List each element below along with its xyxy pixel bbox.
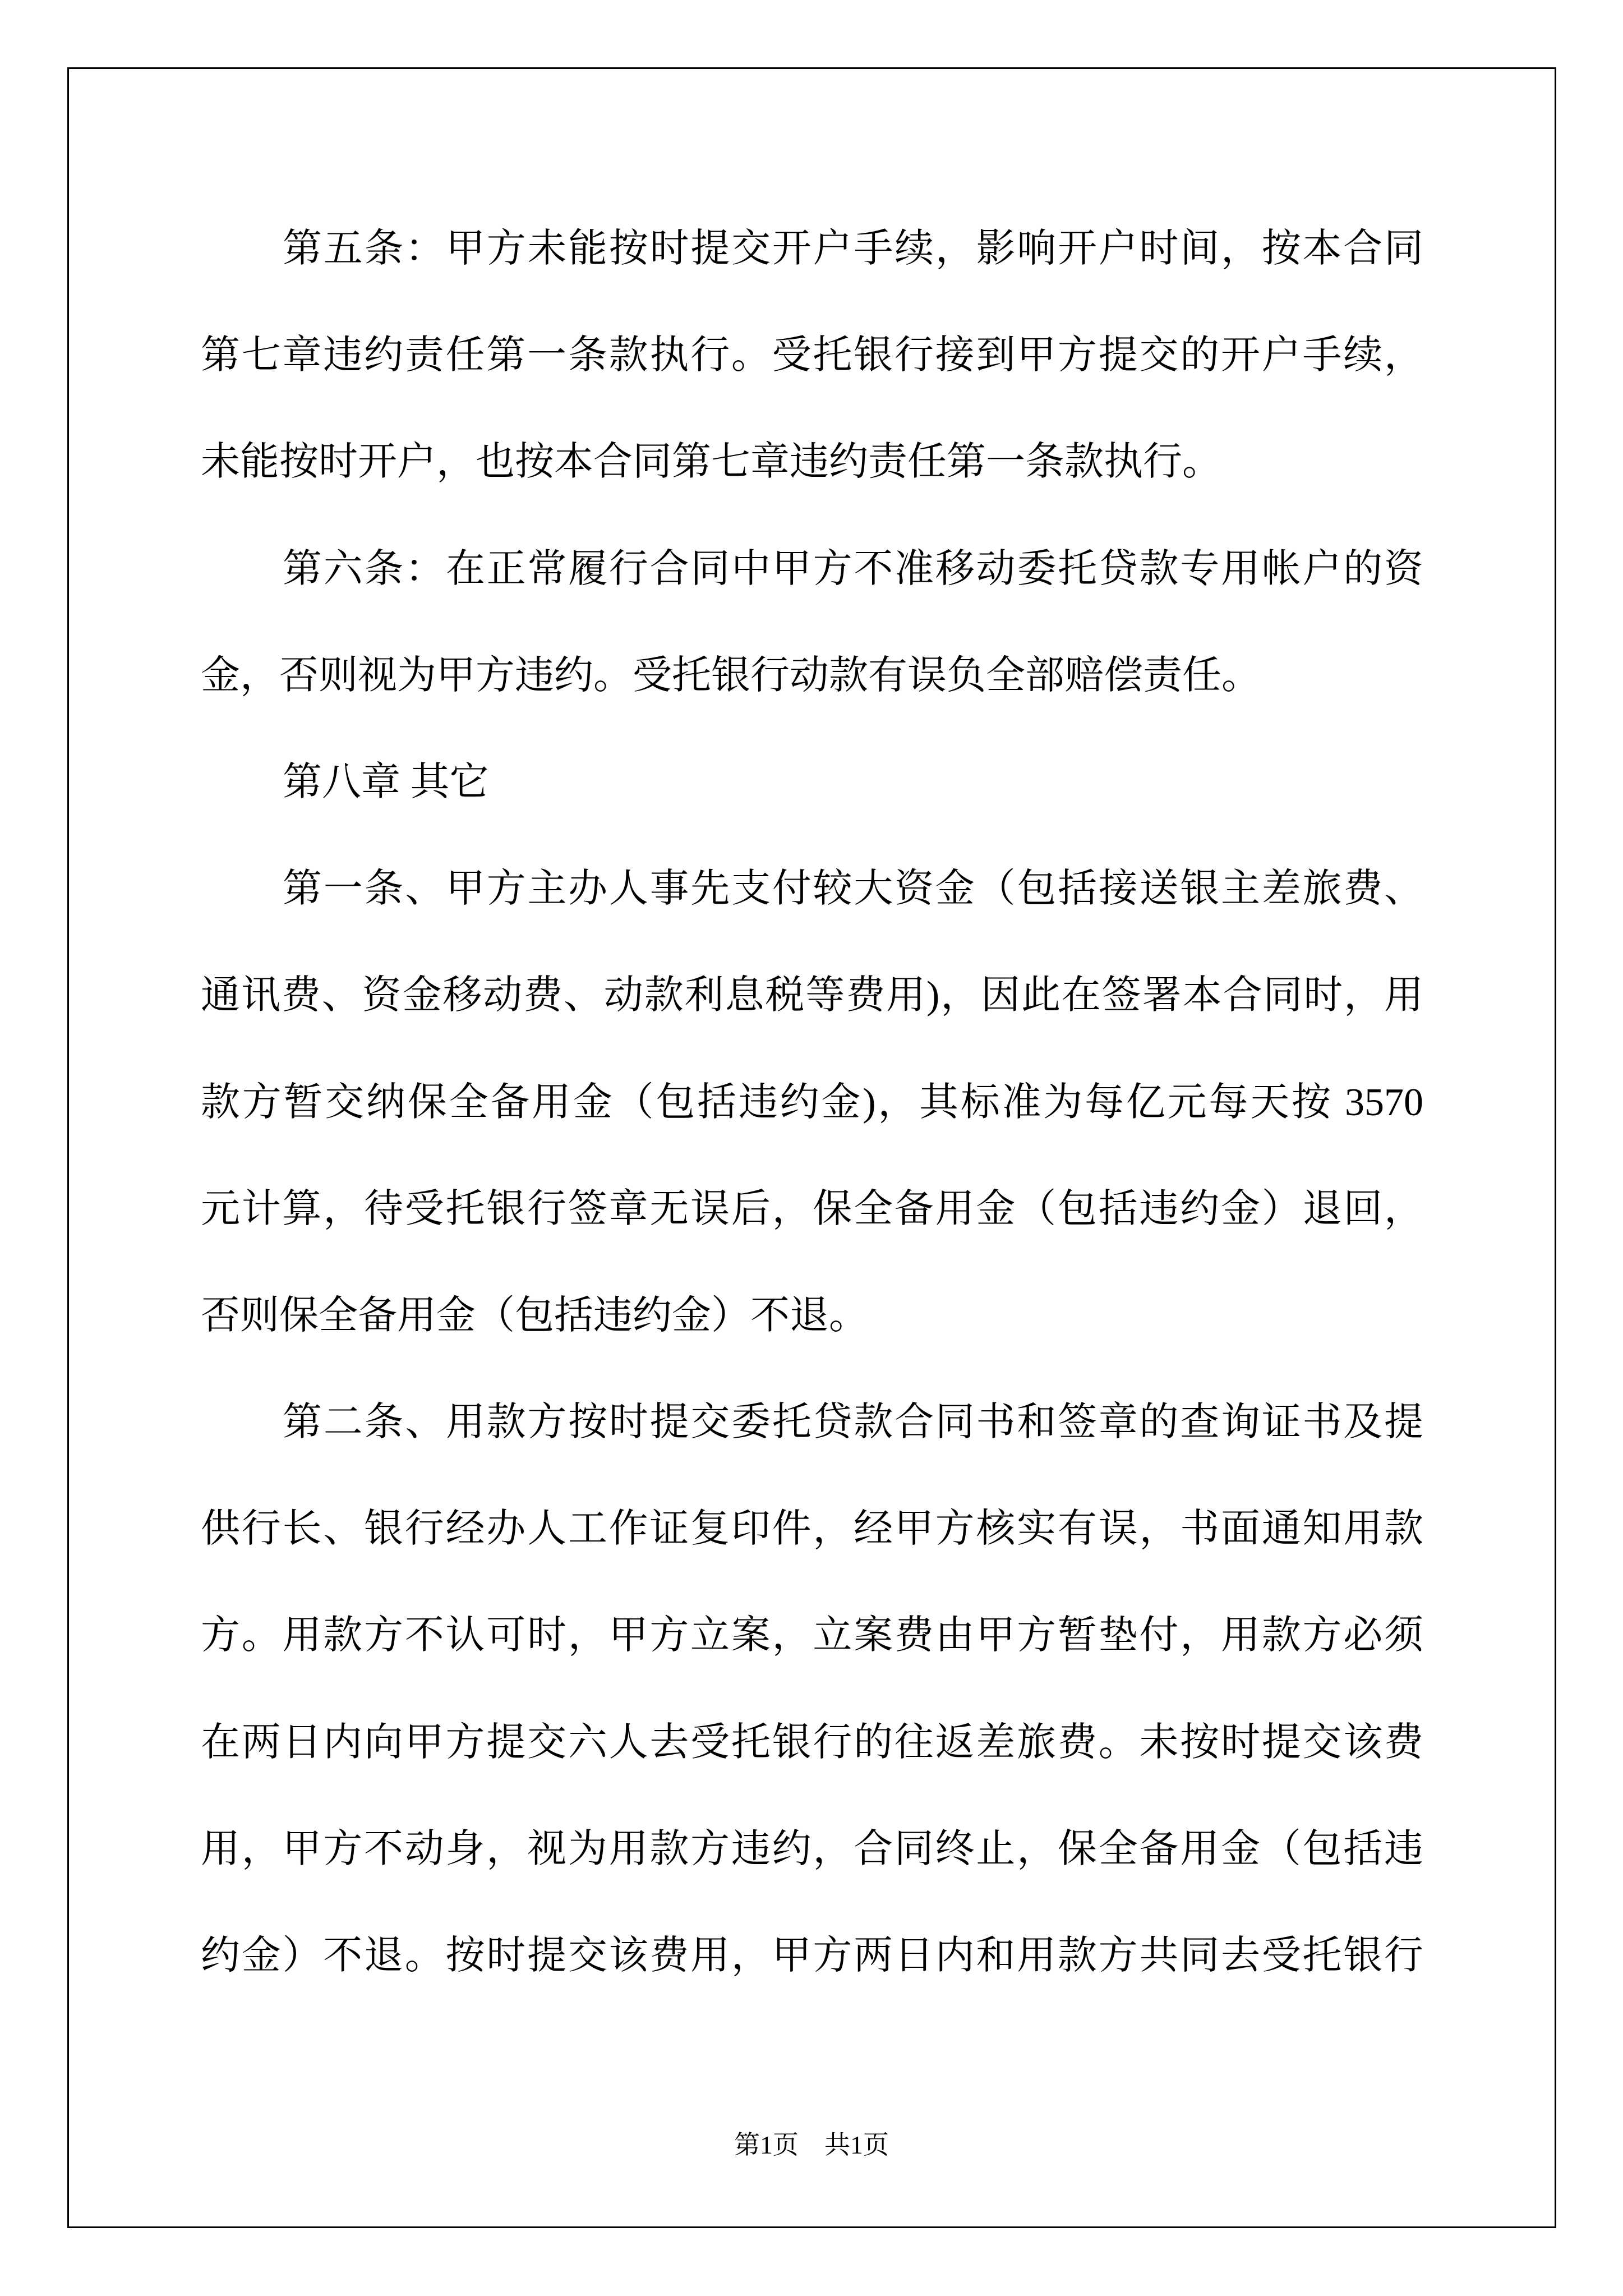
paragraph-line: 约金）不退。按时提交该费用，甲方两日内和用款方共同去受托银行	[201, 1934, 1423, 1977]
paragraph-line: 未能按时开户，也按本合同第七章违约责任第一条款执行。	[201, 440, 1221, 484]
chapter-heading	[201, 729, 1423, 836]
paragraph-line: 第一条、甲方主办人事先支付较大资金（包括接送银主差旅费、	[283, 867, 1423, 911]
paragraph-line: 用，甲方不动身，视为用款方违约，合同终止，保全备用金（包括违	[201, 1827, 1423, 1871]
paragraph-line: 第二条、用款方按时提交委托贷款合同书和签章的查询证书及提	[283, 1401, 1423, 1444]
paragraph-line: 元计算，待受托银行签章无误后，保全备用金（包括违约金）退回，	[201, 1187, 1423, 1231]
paragraph-line: 第七章违约责任第一条款执行。受托银行接到甲方提交的开户手续，	[201, 334, 1423, 378]
paragraph-line: 金，否则视为甲方违约。受托银行动款有误负全部赔偿责任。	[201, 654, 1261, 697]
paragraph-line: 第五条：甲方未能按时提交开户手续，影响开户时间，按本合同	[283, 227, 1423, 270]
paragraph-line: 在两日内向甲方提交六人去受托银行的往返差旅费。未按时提交该费	[201, 1720, 1423, 1764]
paragraph-article-2	[201, 1369, 1423, 2009]
document-body	[201, 196, 1423, 2009]
paragraph-line: 方。用款方不认可时，甲方立案，立案费由甲方暂垫付，用款方必须	[201, 1614, 1423, 1658]
paragraph-line: 否则保全备用金（包括违约金）不退。	[201, 1294, 868, 1337]
paragraph-article-1	[201, 836, 1423, 1369]
paragraph-article-5	[201, 196, 1423, 516]
chapter-heading-text: 第八章 其它	[283, 760, 489, 804]
paragraph-line: 通讯费、资金移动费、动款利息税等费用)，因此在签署本合同时，用	[201, 974, 1423, 1018]
page-footer	[0, 2128, 1623, 2162]
paragraph-line: 款方暂交纳保全备用金（包括违约金)，其标准为每亿元每天按 3570	[201, 1080, 1423, 1124]
page-number-label: 第1页 共1页	[734, 2131, 889, 2159]
paragraph-line: 第六条：在正常履行合同中甲方不准移动委托贷款专用帐户的资	[283, 547, 1423, 591]
paragraph-article-6	[201, 516, 1423, 729]
paragraph-line: 供行长、银行经办人工作证复印件，经甲方核实有误，书面通知用款	[201, 1507, 1423, 1551]
